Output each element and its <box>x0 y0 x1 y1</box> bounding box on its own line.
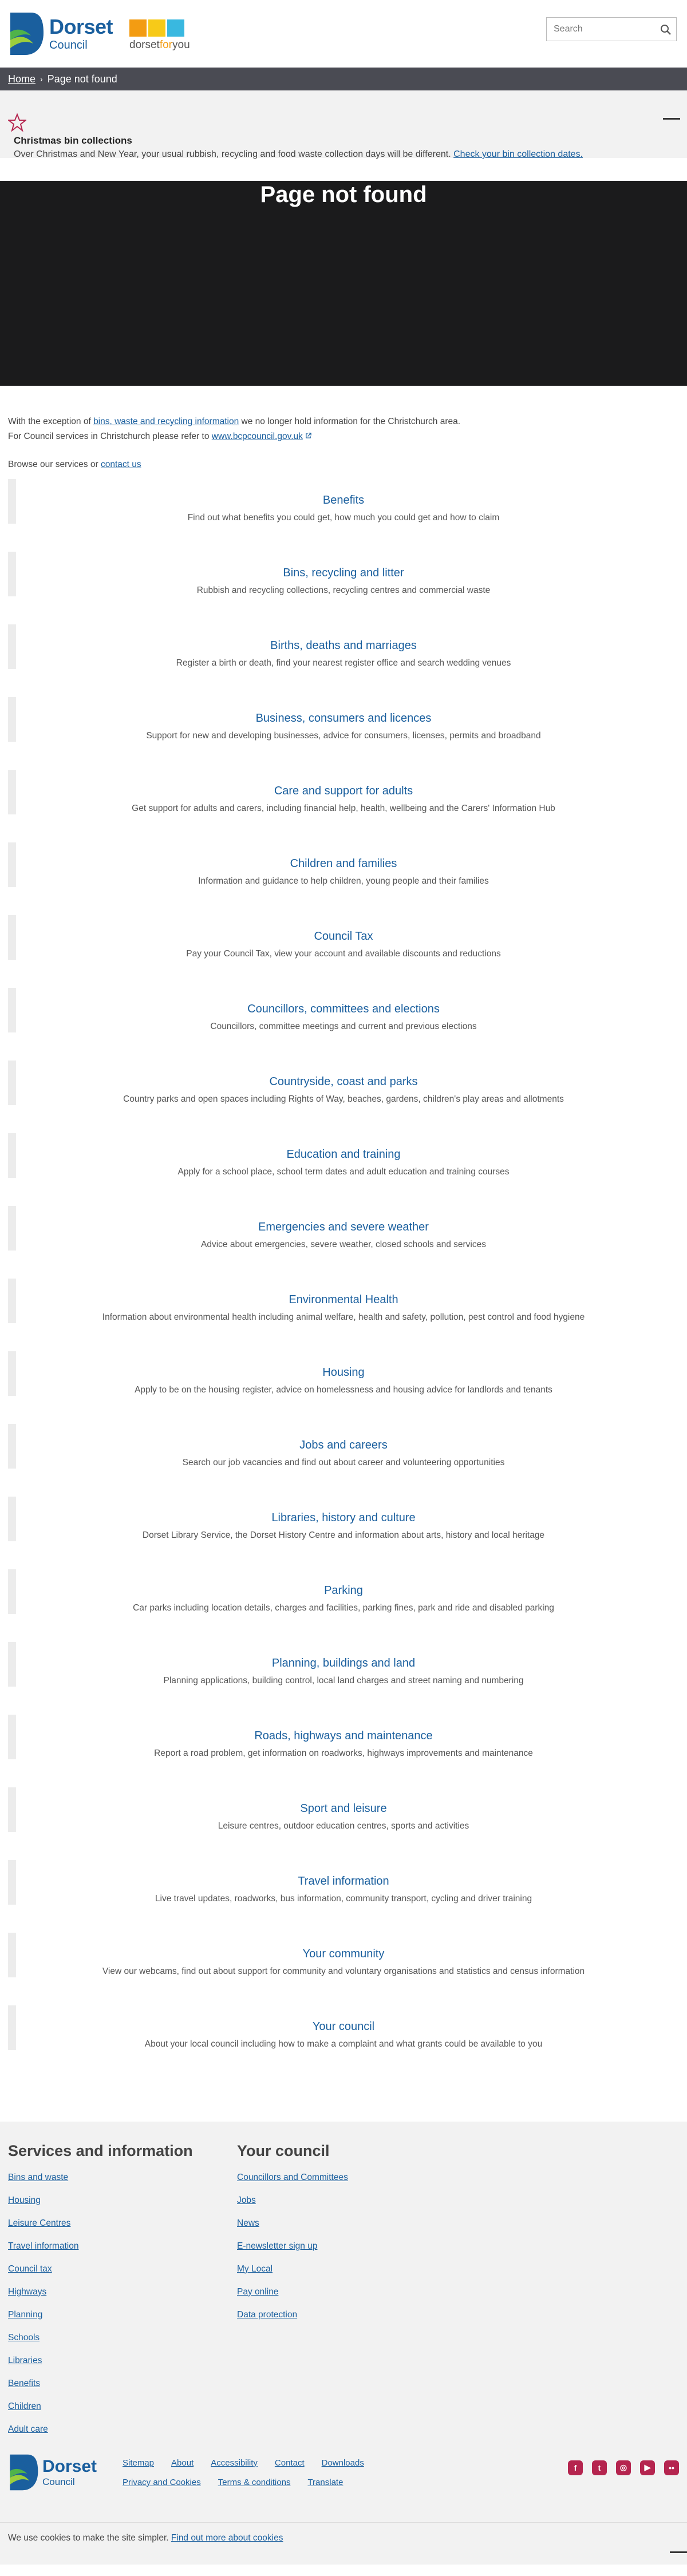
service-item[interactable] <box>0 911 687 983</box>
service-description: Apply to be on the housing register, advice on homelessness and housing advice for landlords and tenants <box>135 1384 552 1395</box>
cookie-banner <box>0 2522 687 2565</box>
cookie-text: We use cookies to make the site simpler. <box>8 2533 171 2543</box>
footer-link[interactable]: Pay online <box>237 2286 279 2297</box>
footer-legal-links <box>123 2458 432 2497</box>
hero-banner <box>0 181 687 386</box>
footer-list-item <box>8 2356 193 2379</box>
service-title-link[interactable]: Births, deaths and marriages <box>270 639 417 652</box>
twitter-icon[interactable]: t <box>592 2460 607 2475</box>
footer-legal-link[interactable]: Downloads <box>321 2458 364 2468</box>
footer-list-item <box>8 2241 193 2264</box>
alert-text: Over Christmas and New Year, your usual rubbish, recycling and food waste collection days will be different. <box>14 149 451 159</box>
footer-legal-link[interactable]: Accessibility <box>211 2458 258 2468</box>
service-description: About your local council including how to make a complaint and what grants could be available to you <box>144 2039 543 2049</box>
logo-line1: Dorset <box>49 15 113 38</box>
service-title-link[interactable]: Environmental Health <box>289 1293 398 1306</box>
intro-p1 <box>8 414 679 429</box>
cookie-more-link[interactable]: Find out more about cookies <box>171 2533 283 2543</box>
service-description: Advice about emergencies, severe weather, closed schools and services <box>201 1239 486 1249</box>
service-title-link[interactable]: Education and training <box>286 1147 401 1161</box>
service-item[interactable] <box>0 1637 687 1710</box>
footer-link[interactable]: Children <box>8 2401 41 2411</box>
footer-logo-line1: Dorset <box>42 2456 97 2476</box>
service-item[interactable] <box>0 620 687 693</box>
service-title-link[interactable]: Jobs and careers <box>299 1438 388 1451</box>
service-description: Find out what benefits you could get, how much you could get and how to claim <box>187 512 500 523</box>
dfy-text-c: you <box>172 39 190 51</box>
service-item[interactable] <box>0 1129 687 1201</box>
breadcrumb <box>0 68 687 90</box>
footer-list-item <box>237 2287 348 2310</box>
dfy-text <box>129 39 190 52</box>
service-description: Get support for adults and carers, including financial help, health, wellbeing and the Carers' Information Hub <box>132 803 555 813</box>
dorset-council-logo[interactable] <box>8 10 113 57</box>
footer-link[interactable]: Data protection <box>237 2309 298 2320</box>
logo-line2: Council <box>49 39 88 52</box>
footer-list-item <box>237 2264 348 2287</box>
service-description: Live travel updates, roadworks, bus information, community transport, cycling and driver training <box>155 1893 532 1904</box>
service-title-link[interactable]: Your community <box>302 1947 385 1960</box>
footer-list-item <box>237 2310 348 2333</box>
intro-p2-before: For Council services in Christchurch please refer to <box>8 432 212 442</box>
page-title: Page not found <box>260 182 427 207</box>
alert-title: Christmas bin collections <box>14 135 132 146</box>
bins-info-link[interactable]: bins, waste and recycling information <box>93 417 239 426</box>
footer-list-item <box>8 2401 193 2424</box>
service-title-link[interactable]: Bins, recycling and litter <box>283 566 404 579</box>
service-description: Leisure centres, outdoor education centres, sports and activities <box>218 1821 469 1831</box>
footer-legal-link[interactable]: Privacy and Cookies <box>123 2477 201 2487</box>
footer-link[interactable]: News <box>237 2218 259 2228</box>
service-item[interactable] <box>0 1274 687 1347</box>
service-item[interactable] <box>0 1928 687 2001</box>
alert-text-wrap <box>14 149 583 160</box>
site-header <box>0 0 687 68</box>
service-description: Search our job vacancies and find out about career and volunteering opportunities <box>182 1457 505 1467</box>
alert-banner <box>0 90 687 158</box>
intro-p1-before: With the exception of <box>8 417 94 426</box>
dfy-square-blue <box>167 19 184 37</box>
service-description: Information about environmental health including animal welfare, health and safety, pollution, pest control and food hygiene <box>102 1312 585 1322</box>
footer-council-column <box>237 2142 348 2333</box>
footer-list-item <box>8 2264 193 2287</box>
service-item[interactable] <box>0 2001 687 2074</box>
footer-legal-link[interactable]: Terms & conditions <box>218 2477 291 2487</box>
service-description: Rubbish and recycling collections, recycling centres and commercial waste <box>196 585 491 595</box>
footer-legal-link[interactable]: Translate <box>307 2477 344 2487</box>
footer-list-item <box>237 2173 348 2195</box>
service-description: Planning applications, building control, local land charges and street naming and numbering <box>163 1675 524 1685</box>
service-item[interactable] <box>0 1201 687 1274</box>
service-title-link[interactable]: Benefits <box>322 493 365 507</box>
footer-link[interactable]: Housing <box>8 2195 41 2205</box>
service-item[interactable] <box>0 1492 687 1565</box>
service-description: Apply for a school place, school term dates and adult education and training courses <box>177 1166 510 1177</box>
facebook-icon[interactable]: f <box>568 2460 583 2475</box>
footer-link[interactable]: Benefits <box>8 2378 41 2388</box>
service-description: Councillors, committee meetings and current and previous elections <box>210 1021 477 1031</box>
footer-link[interactable]: Jobs <box>237 2195 256 2205</box>
service-description: Support for new and developing businesses, advice for consumers, licenses, permits and broadband <box>146 730 541 741</box>
search-icon[interactable] <box>660 24 672 35</box>
service-title-link[interactable]: Planning, buildings and land <box>271 1656 416 1669</box>
service-description: View our webcams, find out about support for community and voluntary organisations and statistics and census information <box>102 1966 585 1976</box>
social-links <box>568 2460 679 2475</box>
search-box <box>546 17 677 41</box>
footer-link[interactable]: Highways <box>8 2286 47 2297</box>
service-item[interactable] <box>0 1710 687 1783</box>
dfy-text-b: for <box>159 39 172 51</box>
service-description: Country parks and open spaces including Rights of Way, beaches, gardens, children's play areas and allotments <box>123 1094 564 1104</box>
dorset-for-you-logo[interactable] <box>129 19 190 52</box>
footer-list-item <box>8 2173 193 2195</box>
service-item[interactable] <box>0 838 687 911</box>
service-item[interactable] <box>0 983 687 1056</box>
services-list <box>0 470 687 2122</box>
footer-link[interactable]: Schools <box>8 2332 40 2342</box>
service-description: Pay your Council Tax, view your account and available discounts and reductions <box>186 948 501 959</box>
intro-p2 <box>8 429 679 444</box>
service-item[interactable] <box>0 547 687 620</box>
footer-services-column <box>8 2142 193 2447</box>
flickr-icon[interactable]: •• <box>664 2460 679 2475</box>
service-item[interactable] <box>0 1565 687 1637</box>
service-title-link[interactable]: Sport and leisure <box>300 1802 387 1815</box>
service-description: Information and guidance to help children, young people and their families <box>198 876 489 886</box>
footer-link[interactable]: E-newsletter sign up <box>237 2241 318 2251</box>
service-title-link[interactable]: Council Tax <box>314 929 373 943</box>
service-item[interactable] <box>0 1783 687 1855</box>
cookie-collapse-toggle[interactable] <box>670 2551 687 2553</box>
dorset-council-logo-icon <box>8 2452 39 2492</box>
service-item[interactable] <box>0 474 687 547</box>
service-description: Report a road problem, get information on roadworks, highways improvements and maintenance <box>154 1748 533 1758</box>
footer-link[interactable]: Bins and waste <box>8 2172 69 2182</box>
service-item[interactable] <box>0 765 687 838</box>
service-description: Car parks including location details, charges and facilities, parking fines, park and ride and disabled parking <box>133 1602 554 1613</box>
browse-text <box>0 445 687 470</box>
footer-services-links <box>8 2173 193 2447</box>
dorset-council-logo-icon <box>8 10 45 57</box>
footer-bottom <box>0 2443 687 2504</box>
footer-list-item <box>8 2195 193 2218</box>
footer-list-item <box>8 2218 193 2241</box>
footer-link[interactable]: Planning <box>8 2309 43 2320</box>
contact-us-link[interactable]: contact us <box>100 459 141 469</box>
service-item[interactable] <box>0 1056 687 1129</box>
footer-link[interactable]: Travel information <box>8 2241 79 2251</box>
service-title-link[interactable]: Travel information <box>298 1874 389 1888</box>
service-item[interactable] <box>0 1347 687 1419</box>
service-title-link[interactable]: Emergencies and severe weather <box>258 1220 429 1233</box>
browse-before: Browse our services or <box>8 459 101 469</box>
footer-list-item <box>8 2310 193 2333</box>
service-title-link[interactable]: Libraries, history and culture <box>271 1511 416 1524</box>
service-item[interactable] <box>0 1855 687 1928</box>
footer-link[interactable]: My Local <box>237 2264 273 2274</box>
alert-collapse-toggle[interactable] <box>663 118 680 120</box>
service-description: Register a birth or death, find your nearest register office and search wedding venues <box>176 658 511 668</box>
footer-logo[interactable] <box>8 2452 97 2492</box>
intro-p1-after: we no longer hold information for the Christchurch area. <box>239 417 461 426</box>
footer-link[interactable]: Leisure Centres <box>8 2218 71 2228</box>
footer-council-links <box>237 2173 348 2333</box>
footer-link[interactable]: Councillors and Committees <box>237 2172 348 2182</box>
intro-text <box>0 386 687 445</box>
youtube-icon[interactable]: ▶ <box>640 2460 655 2475</box>
footer-list-item <box>8 2287 193 2310</box>
service-title-link[interactable]: Parking <box>324 1584 363 1597</box>
footer-council-title: Your council <box>237 2142 330 2159</box>
dfy-square-orange <box>129 19 147 37</box>
instagram-icon[interactable]: ◎ <box>616 2460 631 2475</box>
service-description: Dorset Library Service, the Dorset History Centre and information about arts, history and local heritage <box>142 1530 545 1540</box>
service-title-link[interactable]: Councillors, committees and elections <box>247 1002 440 1015</box>
star-icon <box>8 113 26 132</box>
service-item[interactable] <box>0 693 687 765</box>
footer-list-item <box>237 2195 348 2218</box>
service-title-link[interactable]: Housing <box>322 1366 365 1379</box>
footer-list-item <box>8 2379 193 2401</box>
footer-list-item <box>237 2241 348 2264</box>
service-title-link[interactable]: Business, consumers and licences <box>255 711 432 725</box>
service-title-link[interactable]: Care and support for adults <box>274 784 413 797</box>
footer-list-item <box>8 2333 193 2356</box>
search-input[interactable] <box>547 18 656 41</box>
footer-services-title: Services and information <box>8 2142 193 2159</box>
footer-legal-link[interactable]: About <box>171 2458 194 2468</box>
footer-list-item <box>237 2218 348 2241</box>
service-title-link[interactable]: Your council <box>312 2020 375 2033</box>
bcp-council-link[interactable]: www.bcpcouncil.gov.uk <box>211 432 303 442</box>
footer-link[interactable]: Council tax <box>8 2264 52 2274</box>
service-title-link[interactable]: Roads, highways and maintenance <box>254 1729 433 1742</box>
footer-link[interactable]: Libraries <box>8 2355 42 2365</box>
footer-legal-link[interactable]: Contact <box>274 2458 305 2468</box>
breadcrumb-home-link[interactable]: Home <box>8 73 36 85</box>
footer-link[interactable]: Adult care <box>8 2424 48 2434</box>
alert-link[interactable]: Check your bin collection dates. <box>453 149 583 159</box>
external-link-icon <box>305 433 311 439</box>
dfy-text-a: dorset <box>129 39 160 51</box>
service-title-link[interactable]: Countryside, coast and parks <box>269 1075 418 1088</box>
service-title-link[interactable]: Children and families <box>290 857 397 870</box>
breadcrumb-separator: › <box>40 74 43 84</box>
footer-logo-line2: Council <box>42 2476 75 2487</box>
footer-legal-link[interactable]: Sitemap <box>123 2458 155 2468</box>
site-footer <box>0 2122 687 2565</box>
dfy-square-yellow <box>148 19 165 37</box>
service-item[interactable] <box>0 1419 687 1492</box>
breadcrumb-current: Page not found <box>47 73 117 85</box>
